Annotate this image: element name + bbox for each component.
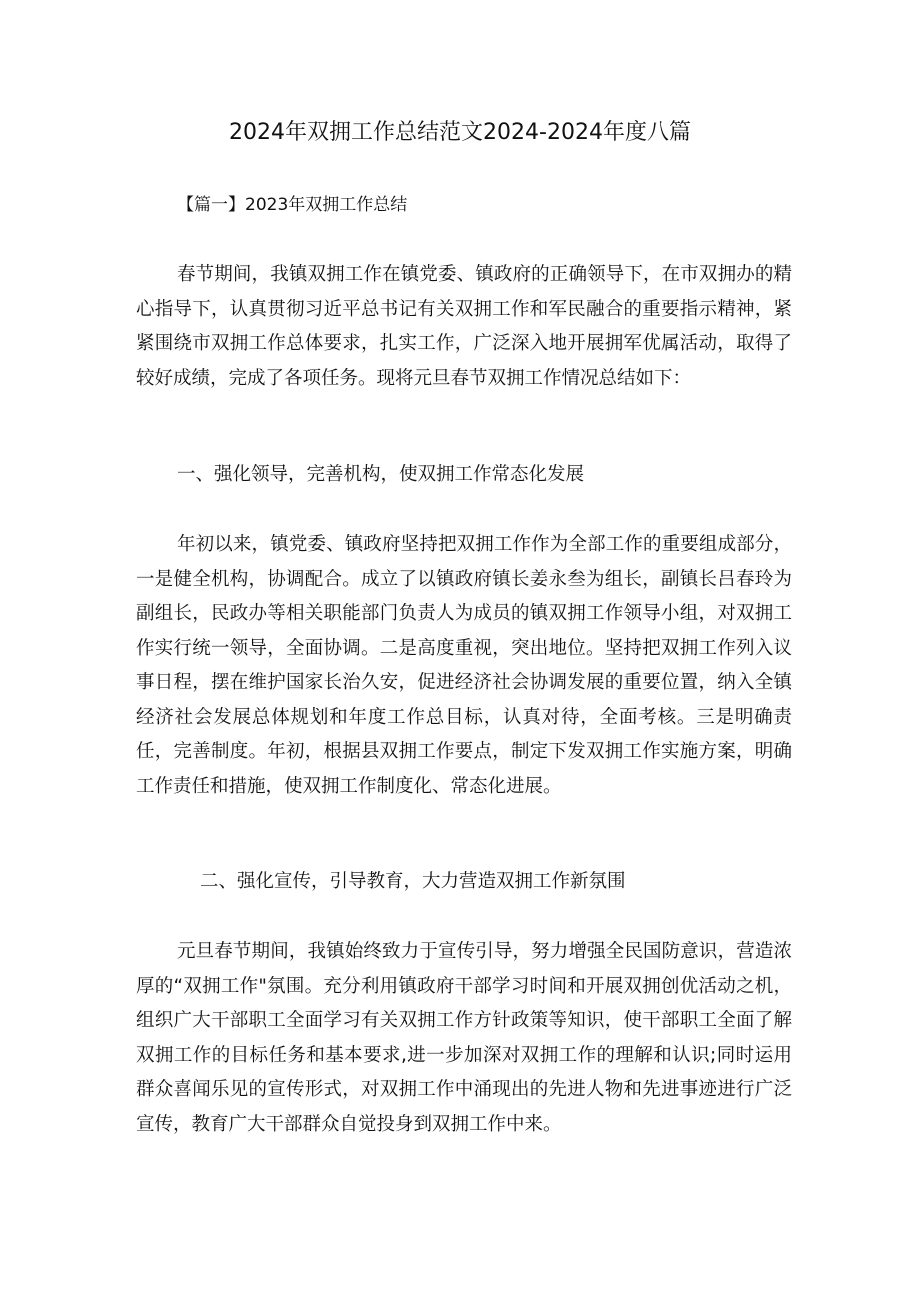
section-label: 【篇一】2023年双拥工作总结	[177, 195, 408, 215]
paragraph-publicity: 元旦春节期间，我镇始终致力于宣传引导，努力增强全民国防意识，营造浓厚的“双拥工作"氛围。充分利用镇政府干部学习时间和开展双拥创优活动之机，组织广大干部职工全面学习有关双拥工作方针政策等知识，使干部职工全面了解双拥工作的目标任务和基本要求,进一步加深对双拥工作的理解和认识;同时运用群众喜闻乐见的宣传形式，对双拥工作中涌现出的先进人物和先进事迹进行广泛宣传，教育广大干部群众自觉投身到双拥工作中来。	[136, 941, 792, 1135]
paragraph-intro: 春节期间，我镇双拥工作在镇党委、镇政府的正确领导下，在市双拥办的精心指导下，认真贯彻习近平总书记有关双拥工作和军民融合的重要指示精神，紧紧围绕市双拥工作总体要求，扎实工作，广泛深入地开展拥军优属活动，取得了较好成绩，完成了各项任务。现将元旦春节双拥工作情况总结如下：	[136, 264, 792, 389]
section-heading-1: 一、强化领导，完善机构，使双拥工作常态化发展	[177, 464, 585, 485]
document-title: 2024年双拥工作总结范文2024-2024年度八篇	[229, 120, 691, 145]
section-heading-2: 二、强化宣传，引导教育，大力营造双拥工作新氛围	[200, 871, 626, 892]
paragraph-leadership: 年初以来，镇党委、镇政府坚持把双拥工作作为全部工作的重要组成部分，一是健全机构，协调配合。成立了以镇政府镇长姜永叁为组长，副镇长吕春玲为副组长，民政办等相关职能部门负责人为成员的镇双拥工作领导小组，对双拥工作实行统一领导，全面协调。二是高度重视，突出地位。坚持把双拥工作列入议事日程，摆在维护国家长治久安，促进经济社会协调发展的重要位置，纳入全镇经济社会发展总体规划和年度工作总目标，认真对待，全面考核。三是明确责任，完善制度。年初，根据县双拥工作要点，制定下发双拥工作实施方案，明确工作责任和措施，使双拥工作制度化、常态化进展。	[136, 534, 792, 797]
